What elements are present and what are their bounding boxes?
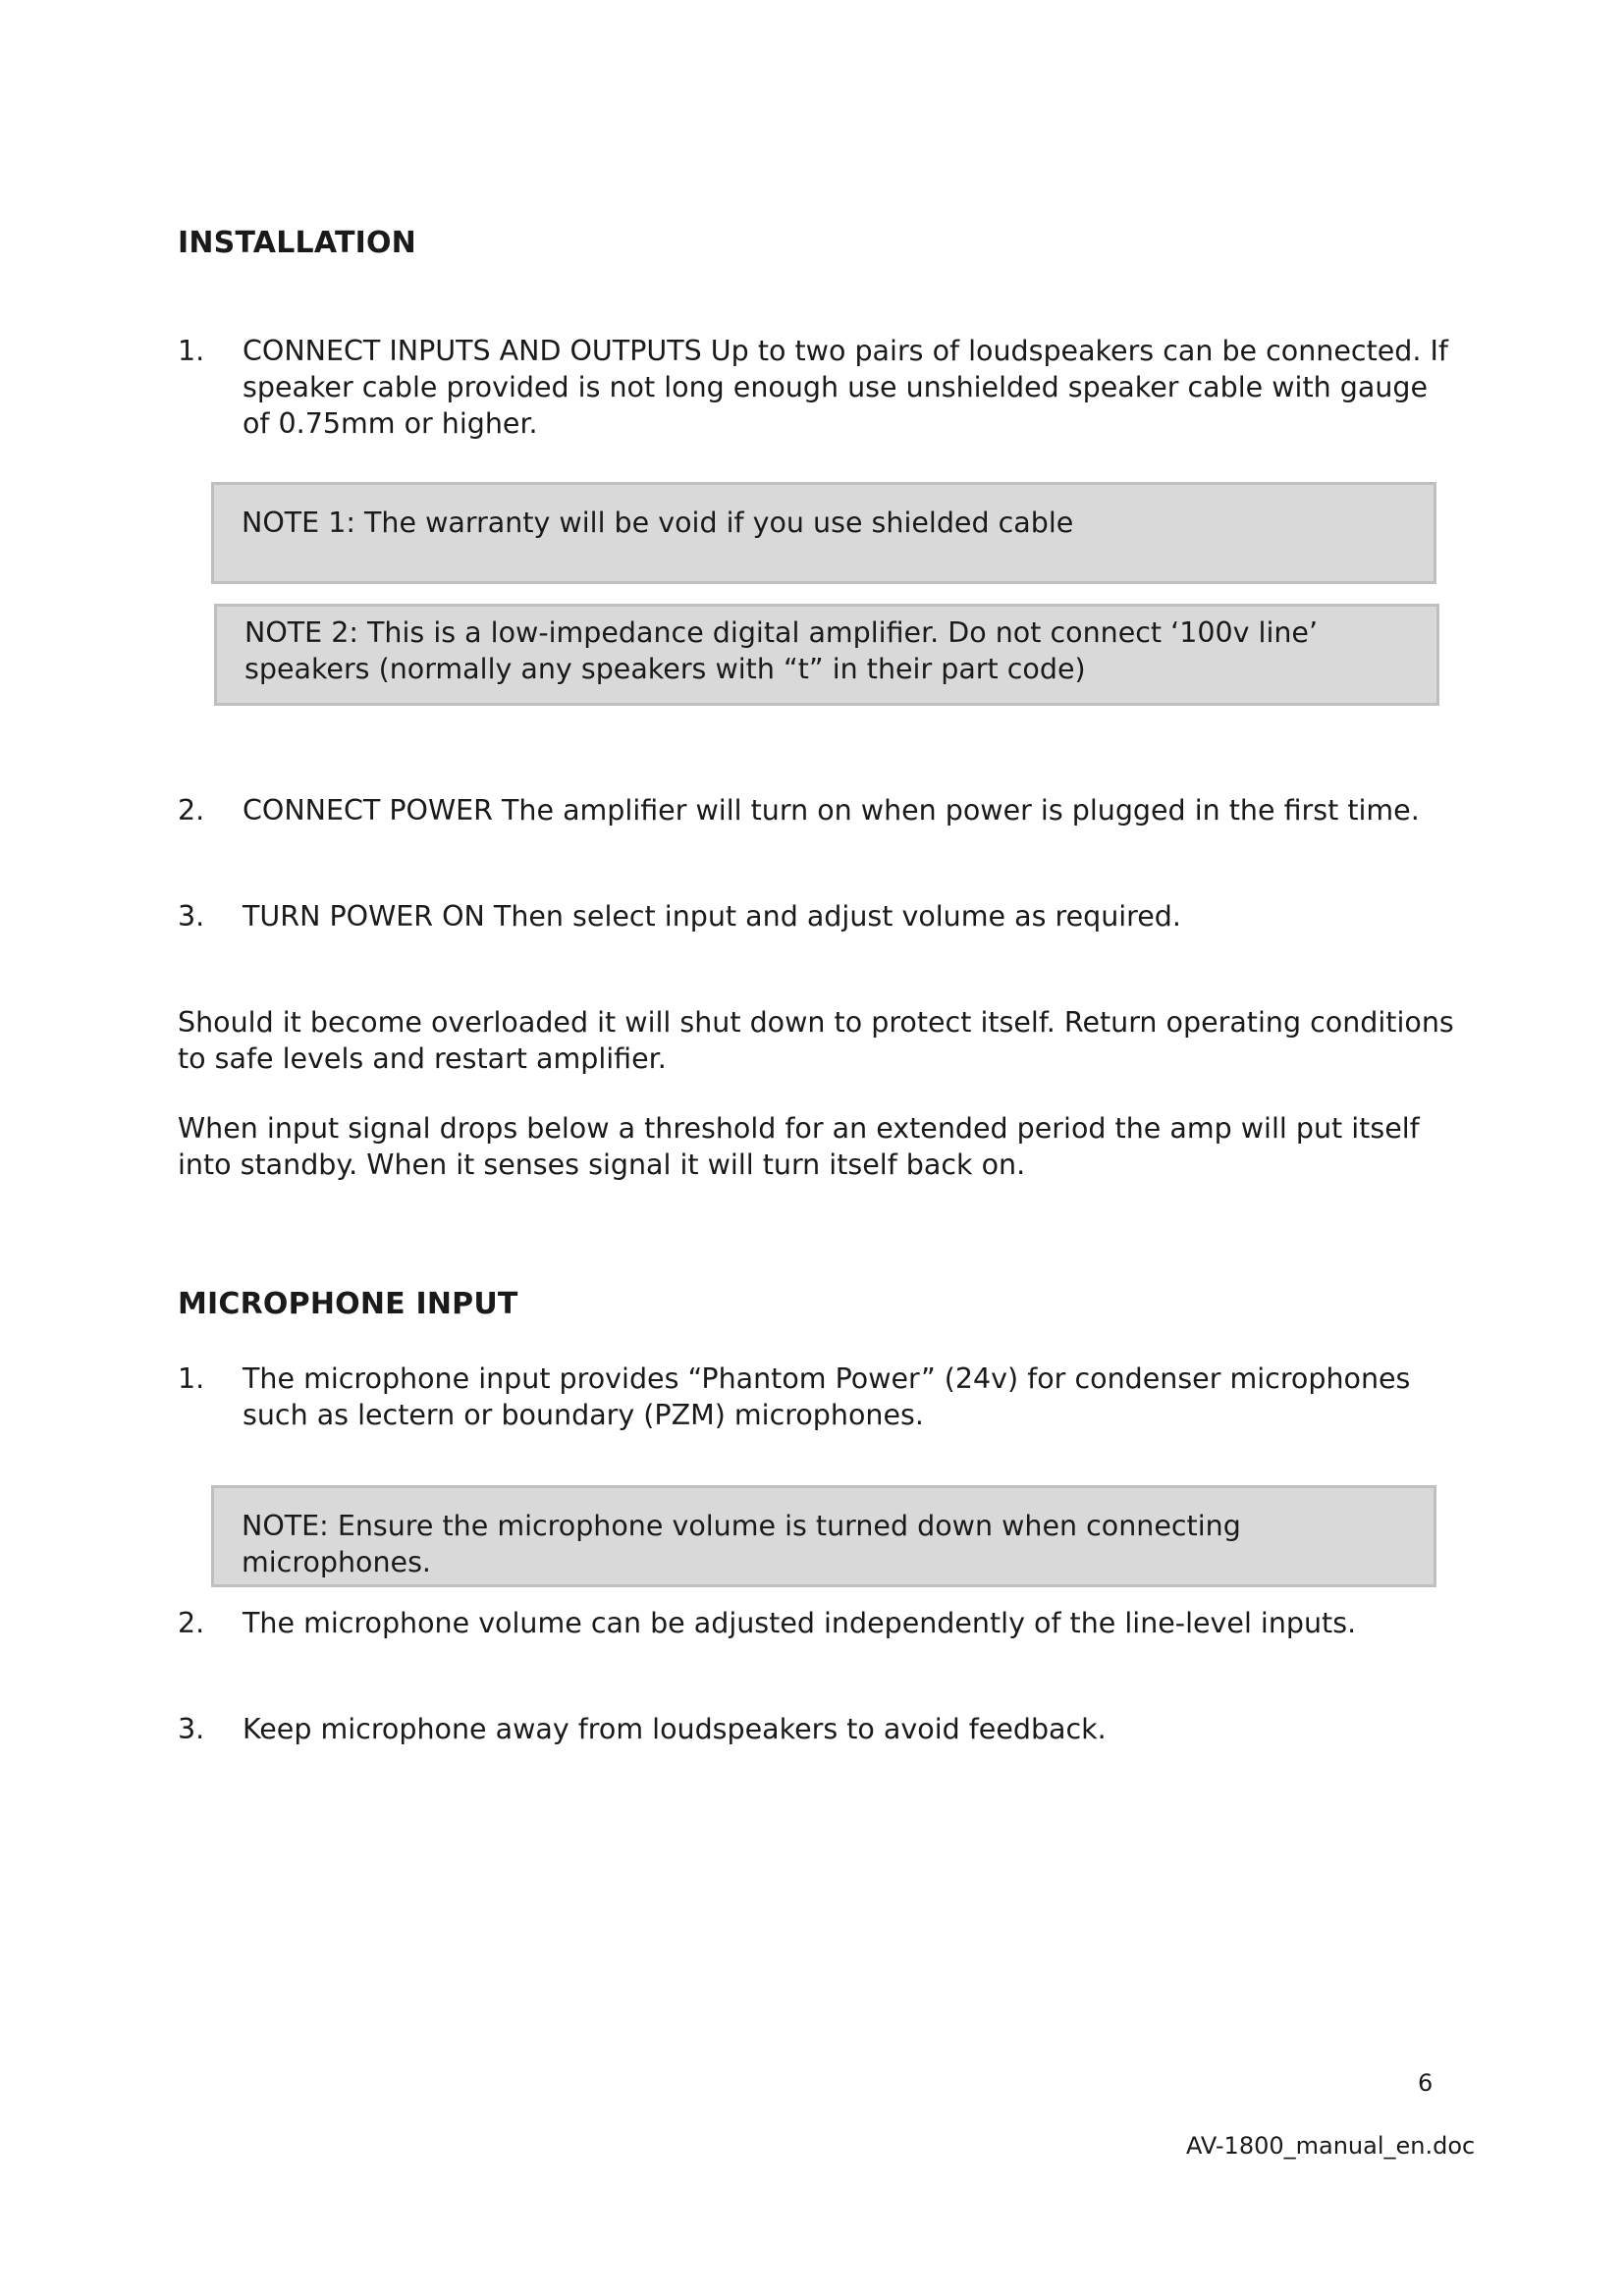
- installation-item-1-text: CONNECT INPUTS AND OUTPUTS Up to two pairs of loudspeakers can be connected. If speaker cable provided is not long enough use unshielded speaker cable with gauge of 0.75mm or higher.: [243, 335, 1448, 440]
- note-2-box: [214, 604, 1439, 706]
- microphone-item-1-number: 1.: [178, 1362, 205, 1395]
- microphone-item-2-number: 2.: [178, 1607, 205, 1639]
- note-2-text: NOTE 2: This is a low-impedance digital amplifier. Do not connect ‘100v line’ speakers (normally any speakers with “t” in their part code): [244, 616, 1319, 685]
- microphone-item-3-number: 3.: [178, 1713, 205, 1745]
- note-1-box: [211, 482, 1436, 584]
- installation-item-3-number: 3.: [178, 900, 205, 933]
- footer-filename: AV-1800_manual_en.doc: [1186, 2132, 1476, 2160]
- microphone-note-text: NOTE: Ensure the microphone volume is turned down when connecting microphones.: [242, 1510, 1241, 1578]
- standby-paragraph: When input signal drops below a threshold for an extended period the amp will put itself into standby. When it senses signal it will turn itself back on.: [178, 1112, 1420, 1181]
- installation-heading: INSTALLATION: [178, 226, 416, 260]
- microphone-note-box: [211, 1485, 1436, 1587]
- overload-paragraph: Should it become overloaded it will shut down to protect itself. Return operating conditions to safe levels and restart amplifier.: [178, 1006, 1454, 1075]
- microphone-heading: MICROPHONE INPUT: [178, 1287, 518, 1321]
- page-number: 6: [1418, 2069, 1434, 2097]
- installation-item-3-text: TURN POWER ON Then select input and adjust volume as required.: [243, 900, 1181, 933]
- microphone-item-3-text: Keep microphone away from loudspeakers to avoid feedback.: [243, 1713, 1107, 1745]
- installation-item-1-number: 1.: [178, 335, 205, 367]
- installation-item-2-text: CONNECT POWER The amplifier will turn on when power is plugged in the first time.: [243, 794, 1420, 827]
- note-1-text: NOTE 1: The warranty will be void if you use shielded cable: [242, 507, 1074, 539]
- installation-item-2-number: 2.: [178, 794, 205, 827]
- microphone-item-1-text: The microphone input provides “Phantom Power” (24v) for condenser microphones such as lectern or boundary (PZM) microphones.: [243, 1362, 1411, 1431]
- microphone-item-2-text: The microphone volume can be adjusted independently of the line-level inputs.: [243, 1607, 1357, 1639]
